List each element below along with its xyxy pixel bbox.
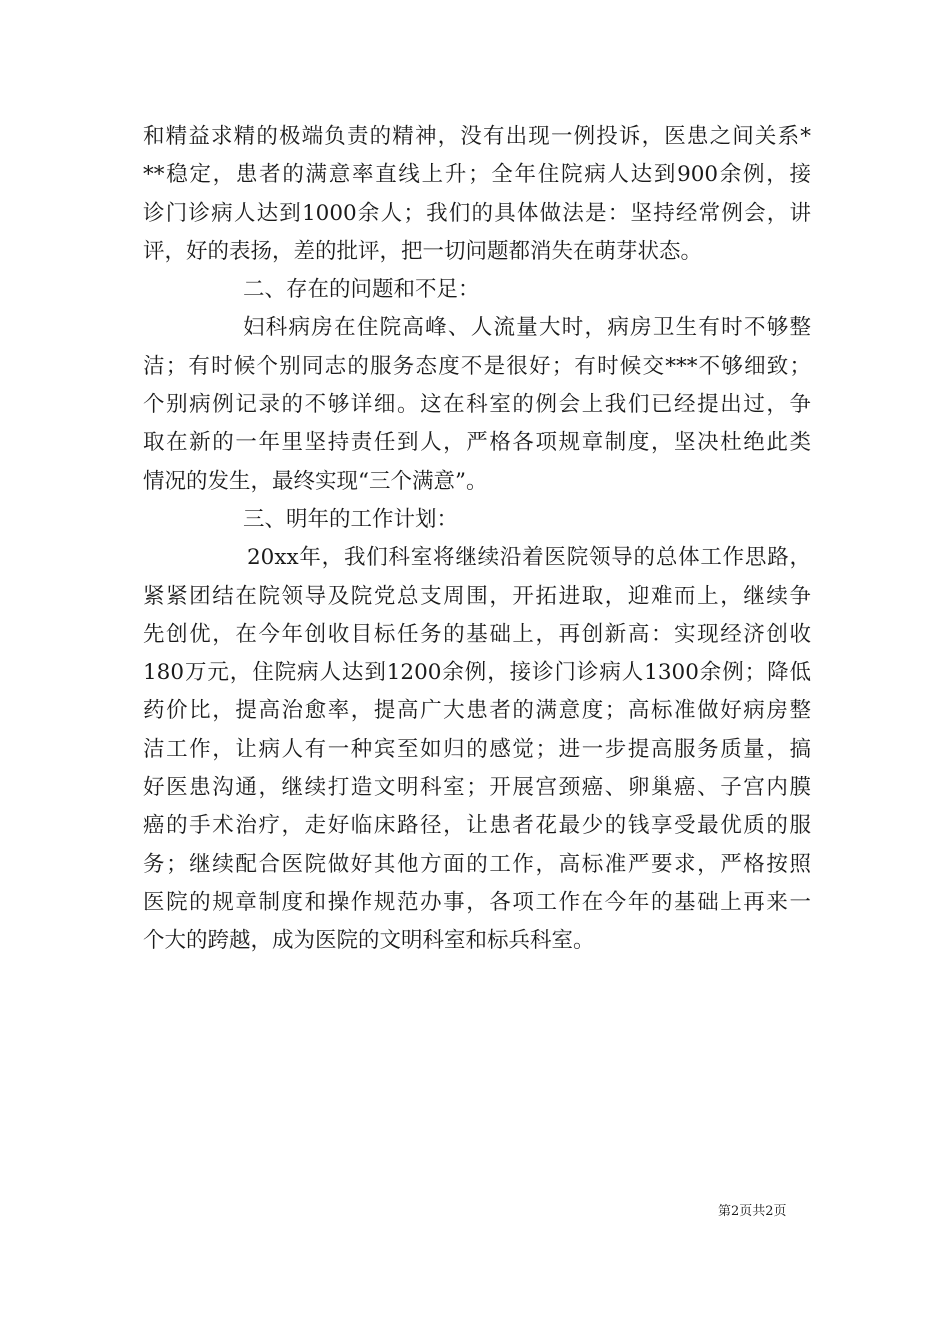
paragraph-line: 洁；有时候个别同志的服务态度不是很好；有时候交***不够细致； [143, 353, 811, 379]
paragraph-plan [143, 539, 811, 960]
paragraph-line: 药价比，提高治愈率，提高广大患者的满意度；高标准做好病房整 [143, 698, 811, 724]
page-number: 第2页共2页 [718, 1204, 787, 1219]
paragraph-line: **稳定，患者的满意率直线上升；全年住院病人达到900余例，接 [143, 162, 811, 188]
paragraph-line: 癌的手术治疗，走好临床路径，让患者花最少的钱享受最优质的服 [143, 813, 811, 839]
paragraph-problems [143, 309, 811, 500]
paragraph-line: 评，好的表扬，差的批评，把一切问题都消失在萌芽状态。 [143, 238, 703, 264]
paragraph-line: 个别病例记录的不够详细。这在科室的例会上我们已经提出过，争 [143, 392, 811, 418]
paragraph-line: 和精益求精的极端负责的精神，没有出现一例投诉，医患之间关系* [143, 124, 811, 149]
paragraph-line: 情况的发生，最终实现“三个满意”。 [143, 468, 488, 494]
paragraph-line: 180万元，住院病人达到1200余例，接诊门诊病人1300余例；降低 [143, 660, 811, 686]
paragraph-line: 洁工作，让病人有一种宾至如归的感觉；进一步提高服务质量，搞 [143, 736, 811, 762]
paragraph-line: 紧紧团结在院领导及院党总支周围，开拓进取，迎难而上，继续争 [143, 583, 811, 609]
paragraph-line: 诊门诊病人达到1000余人；我们的具体做法是：坚持经常例会，讲 [143, 200, 811, 226]
paragraph-line: 妇科病房在住院高峰、人流量大时，病房卫生有时不够整 [243, 315, 811, 341]
paragraph-work-summary [143, 118, 811, 271]
paragraph-line: 医院的规章制度和操作规范办事，各项工作在今年的基础上再来一 [143, 889, 811, 915]
paragraph-line: 个大的跨越，成为医院的文明科室和标兵科室。 [143, 928, 595, 954]
paragraph-line: 取在新的一年里坚持责任到人，严格各项规章制度，坚决杜绝此类 [143, 430, 811, 456]
paragraph-line: 好医患沟通，继续打造文明科室；开展宫颈癌、卵巢癌、子宫内膜 [143, 775, 811, 801]
section-heading-plan: 三、明年的工作计划： [243, 506, 459, 532]
document-body [143, 118, 811, 961]
paragraph-line: 20xx年，我们科室将继续沿着医院领导的总体工作思路， [247, 545, 811, 571]
section-heading-problems: 二、存在的问题和不足： [243, 277, 480, 303]
paragraph-line: 先创优，在今年创收目标任务的基础上，再创新高：实现经济创收 [143, 621, 811, 647]
paragraph-line: 务；继续配合医院做好其他方面的工作，高标准严要求，严格按照 [143, 851, 811, 877]
